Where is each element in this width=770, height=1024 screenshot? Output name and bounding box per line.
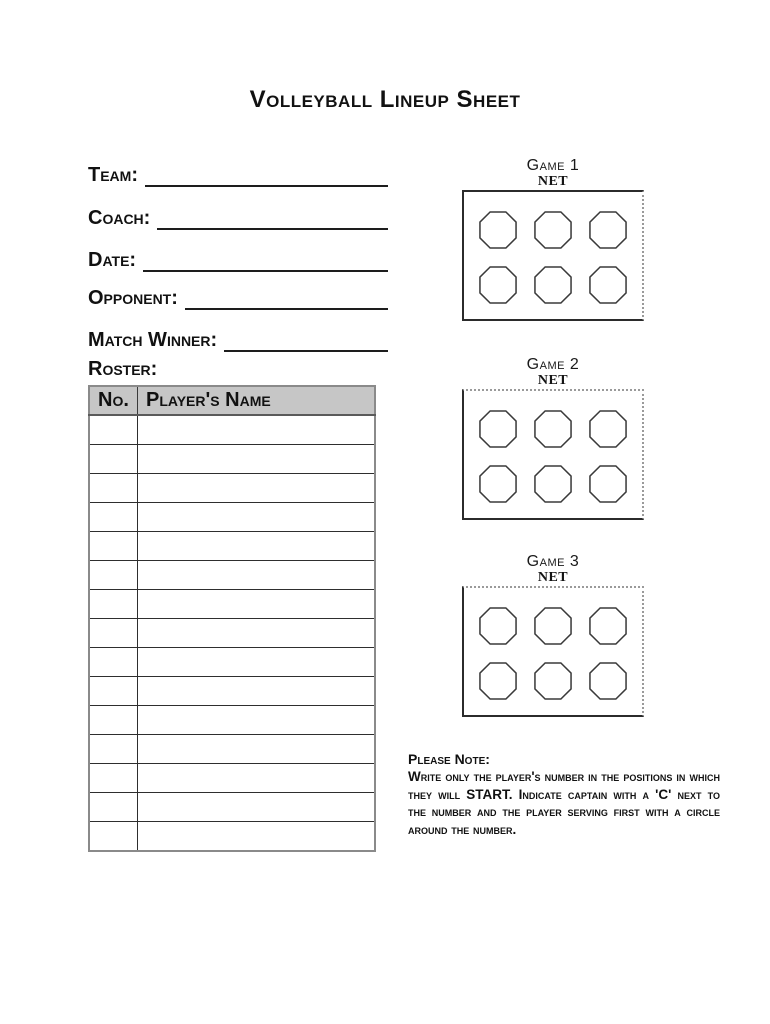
court-box xyxy=(462,389,644,520)
position-octagon[interactable] xyxy=(589,266,627,304)
roster-cell-no[interactable] xyxy=(89,532,138,561)
roster-cell-no[interactable] xyxy=(89,677,138,706)
roster-cell-name[interactable] xyxy=(138,735,376,764)
game-2-net-label: NET xyxy=(537,373,569,388)
opponent-label: Opponent: xyxy=(88,287,178,309)
game-3-title: Game 3 xyxy=(526,553,580,570)
position-octagon[interactable] xyxy=(589,410,627,448)
roster-cell-name[interactable] xyxy=(138,619,376,648)
roster-table xyxy=(88,385,376,852)
roster-cell-name[interactable] xyxy=(138,445,376,474)
game-3-net-label: NET xyxy=(537,570,569,585)
team-input-line[interactable] xyxy=(145,161,388,187)
page-title: Volleyball Lineup Sheet xyxy=(249,86,521,113)
coach-input-line[interactable] xyxy=(157,204,388,230)
game-section-2 xyxy=(462,355,644,520)
position-octagon[interactable] xyxy=(479,465,517,503)
note-body: Write only the player's number in the positions in which they will START. Indicate captain with a 'C' next to the number and the player serving first with a circle around the number. xyxy=(408,769,720,837)
position-octagon[interactable] xyxy=(534,410,572,448)
roster-header-name: Player's Name xyxy=(138,386,376,415)
roster-cell-name[interactable] xyxy=(138,415,376,445)
roster-row xyxy=(89,764,375,793)
roster-cell-name[interactable] xyxy=(138,706,376,735)
field-row-coach xyxy=(88,204,388,230)
roster-cell-name[interactable] xyxy=(138,532,376,561)
roster-cell-name[interactable] xyxy=(138,561,376,590)
position-octagon[interactable] xyxy=(589,465,627,503)
roster-row xyxy=(89,619,375,648)
roster-row xyxy=(89,706,375,735)
roster-cell-no[interactable] xyxy=(89,706,138,735)
roster-row xyxy=(89,822,375,852)
roster-cell-no[interactable] xyxy=(89,648,138,677)
position-octagon[interactable] xyxy=(479,410,517,448)
position-octagon[interactable] xyxy=(589,211,627,249)
roster-cell-name[interactable] xyxy=(138,764,376,793)
date-input-line[interactable] xyxy=(143,246,388,272)
roster-body xyxy=(89,415,375,851)
roster-row xyxy=(89,503,375,532)
roster-row xyxy=(89,532,375,561)
opponent-input-line[interactable] xyxy=(185,284,388,310)
note-heading: Please Note: xyxy=(408,751,490,767)
roster-cell-name[interactable] xyxy=(138,677,376,706)
roster-cell-no[interactable] xyxy=(89,735,138,764)
field-row-team xyxy=(88,161,388,187)
roster-row xyxy=(89,445,375,474)
roster-cell-no[interactable] xyxy=(89,474,138,503)
position-octagon[interactable] xyxy=(589,607,627,645)
court-box xyxy=(462,190,644,321)
field-row-match-winner xyxy=(88,326,388,352)
roster-row xyxy=(89,415,375,445)
position-octagon[interactable] xyxy=(479,211,517,249)
roster-cell-name[interactable] xyxy=(138,793,376,822)
roster-row xyxy=(89,793,375,822)
roster-cell-no[interactable] xyxy=(89,764,138,793)
game-section-3 xyxy=(462,552,644,717)
roster-cell-no[interactable] xyxy=(89,793,138,822)
roster-cell-no[interactable] xyxy=(89,561,138,590)
match-winner-input-line[interactable] xyxy=(224,326,388,352)
roster-cell-no[interactable] xyxy=(89,445,138,474)
roster-cell-name[interactable] xyxy=(138,503,376,532)
roster-cell-no[interactable] xyxy=(89,619,138,648)
roster-cell-no[interactable] xyxy=(89,590,138,619)
roster-cell-name[interactable] xyxy=(138,648,376,677)
roster-heading: Roster: xyxy=(88,358,158,380)
match-winner-label: Match Winner: xyxy=(88,329,218,351)
roster-cell-name[interactable] xyxy=(138,590,376,619)
position-octagon[interactable] xyxy=(534,607,572,645)
game-2-title: Game 2 xyxy=(526,356,580,373)
position-octagon[interactable] xyxy=(534,662,572,700)
roster-row xyxy=(89,735,375,764)
roster-row xyxy=(89,677,375,706)
position-octagon[interactable] xyxy=(589,662,627,700)
field-row-opponent xyxy=(88,284,388,310)
court-box xyxy=(462,586,644,717)
roster-row xyxy=(89,474,375,503)
roster-cell-no[interactable] xyxy=(89,822,138,852)
game-1-title: Game 1 xyxy=(526,157,580,174)
game-section-1 xyxy=(462,156,644,321)
roster-row xyxy=(89,590,375,619)
position-octagon[interactable] xyxy=(534,465,572,503)
position-octagon[interactable] xyxy=(534,211,572,249)
roster-row xyxy=(89,561,375,590)
position-octagon[interactable] xyxy=(479,266,517,304)
field-row-date xyxy=(88,246,388,272)
coach-label: Coach: xyxy=(88,207,151,229)
date-label: Date: xyxy=(88,249,137,271)
roster-cell-no[interactable] xyxy=(89,503,138,532)
roster-cell-name[interactable] xyxy=(138,822,376,852)
position-octagon[interactable] xyxy=(534,266,572,304)
roster-cell-no[interactable] xyxy=(89,415,138,445)
game-1-net-label: NET xyxy=(537,174,569,189)
position-octagon[interactable] xyxy=(479,607,517,645)
roster-header-no: No. xyxy=(89,386,138,415)
roster-cell-name[interactable] xyxy=(138,474,376,503)
position-octagon[interactable] xyxy=(479,662,517,700)
note-block xyxy=(408,750,720,838)
roster-header-row xyxy=(89,386,375,415)
roster-row xyxy=(89,648,375,677)
team-label: Team: xyxy=(88,164,138,186)
